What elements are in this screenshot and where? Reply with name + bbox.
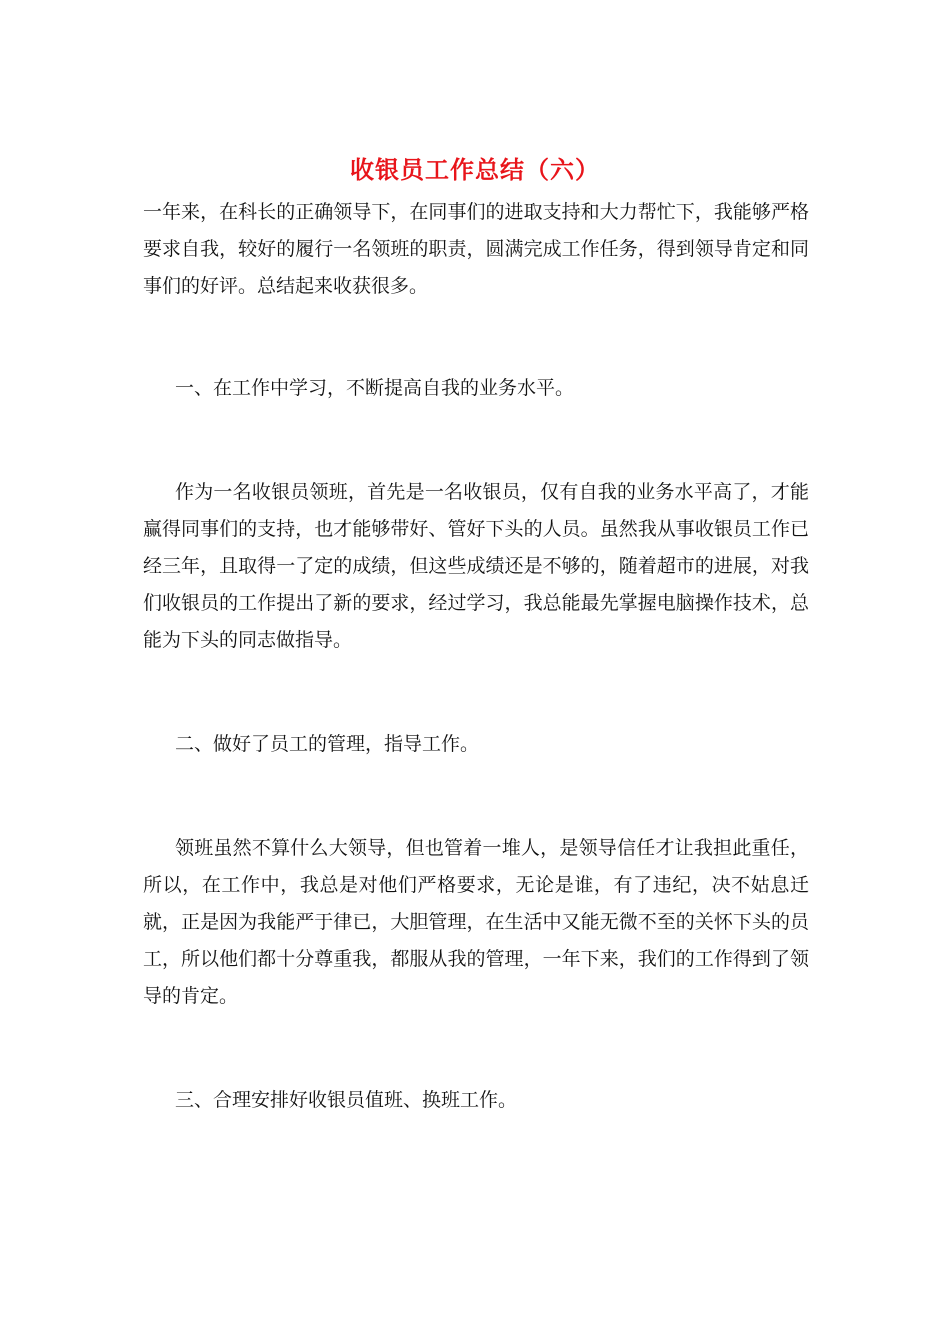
document-title: 收银员工作总结（六） — [350, 155, 600, 184]
section-2-heading: 二、做好了员工的管理，指导工作。 — [175, 733, 480, 755]
intro-paragraph: 一年来，在科长的正确领导下，在同事们的进取支持和大力帮忙下，我能够严格要求自我，较好的履行一名领班的职责，圆满完成工作任务，得到领导肯定和同事们的好评。总结起来收获很多。 — [143, 201, 809, 297]
section-3-heading: 三、合理安排好收银员值班、换班工作。 — [175, 1089, 518, 1111]
section-2-paragraph: 领班虽然不算什么大领导，但也管着一堆人，是领导信任才让我担此重任，所以，在工作中，我总是对他们严格要求，无论是谁，有了违纪，决不姑息迁就，正是因为我能严于律已，大胆管理，在生活中又能无微不至的关怀下头的员工，所以他们都十分尊重我，都服从我的管理，一年下来，我们的工作得到了领导的肯定。 — [143, 837, 809, 1007]
section-1-paragraph: 作为一名收银员领班，首先是一名收银员，仅有自我的业务水平高了，才能赢得同事们的支持，也才能够带好、管好下头的人员。虽然我从事收银员工作已经三年，且取得一了定的成绩，但这些成绩还是不够的，随着超市的进展，对我们收银员的工作提出了新的要求，经过学习，我总能最先掌握电脑操作技术，总能为下头的同志做指导。 — [143, 481, 809, 651]
section-1-heading: 一、在工作中学习，不断提高自我的业务水平。 — [175, 377, 575, 399]
